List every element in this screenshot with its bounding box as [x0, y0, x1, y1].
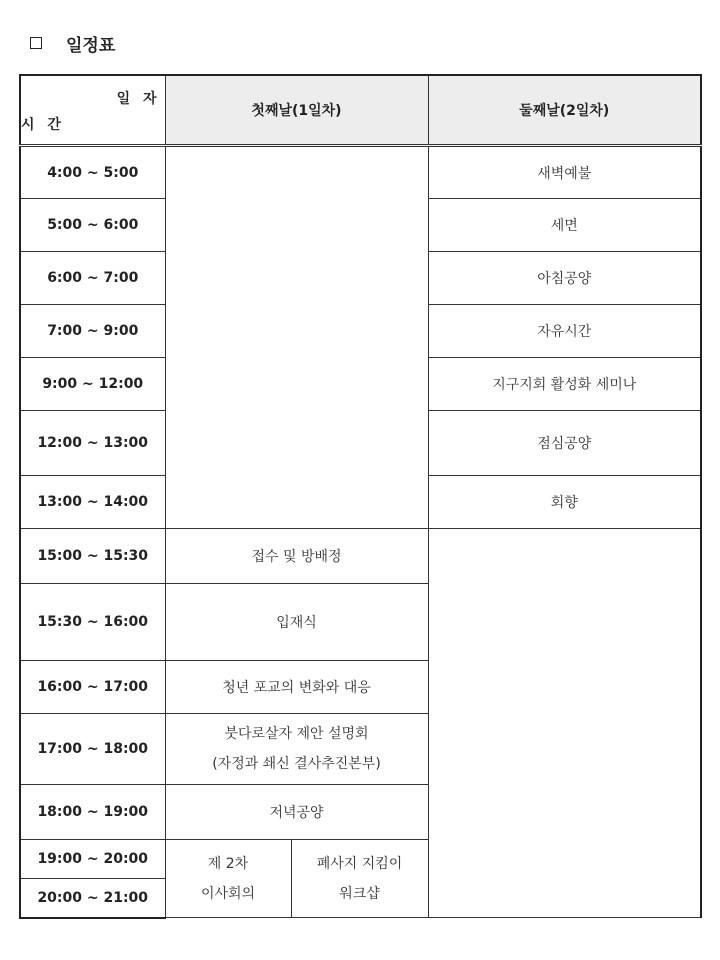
day2-activity-cell: 자유시간	[428, 305, 701, 358]
day1-activity-cell: 저녁공양	[165, 785, 428, 840]
corner-day-label: 일 자	[116, 91, 161, 107]
day1-activity-cell	[165, 714, 428, 785]
workshop-cell	[291, 840, 428, 918]
time-cell: 19:00 ~ 20:00	[20, 840, 165, 879]
time-cell: 7:00 ~ 9:00	[20, 305, 165, 358]
time-cell: 15:30 ~ 16:00	[20, 584, 165, 661]
day1-activity-cell: 접수 및 방배정	[165, 529, 428, 584]
day1-activity-cell: 입재식	[165, 584, 428, 661]
activity-line-1: 폐사지 지킴이	[316, 855, 403, 872]
activity-line-1: 붓다로살자 제안 설명회	[224, 726, 369, 742]
time-cell: 5:00 ~ 6:00	[20, 199, 165, 252]
corner-header-cell	[20, 75, 165, 146]
time-cell: 20:00 ~ 21:00	[20, 879, 165, 918]
table-header-row	[20, 75, 701, 146]
time-cell: 13:00 ~ 14:00	[20, 476, 165, 529]
day2-activity-cell: 지구지회 활성화 세미나	[428, 358, 701, 411]
board-meeting-cell	[165, 840, 291, 918]
checkbox-square-icon	[30, 37, 42, 49]
day2-empty-block	[428, 529, 701, 918]
day1-empty-block	[165, 146, 428, 529]
time-cell: 6:00 ~ 7:00	[20, 252, 165, 305]
time-cell: 9:00 ~ 12:00	[20, 358, 165, 411]
day2-header: 둘째날(2일차)	[428, 75, 701, 146]
time-cell: 15:00 ~ 15:30	[20, 529, 165, 584]
activity-line-2: 이사회의	[200, 885, 256, 902]
day2-activity-cell: 점심공양	[428, 411, 701, 476]
activity-line-1: 제 2차	[207, 855, 249, 872]
day2-activity-cell: 아침공양	[428, 252, 701, 305]
table-row	[20, 146, 701, 199]
time-cell: 16:00 ~ 17:00	[20, 661, 165, 714]
schedule-table	[19, 74, 702, 919]
time-cell: 4:00 ~ 5:00	[20, 146, 165, 199]
time-cell: 17:00 ~ 18:00	[20, 714, 165, 785]
day2-activity-cell: 새벽예불	[428, 146, 701, 199]
day1-header: 첫째날(1일차)	[165, 75, 428, 146]
corner-time-label: 시 간	[21, 117, 65, 133]
time-cell: 12:00 ~ 13:00	[20, 411, 165, 476]
time-cell: 18:00 ~ 19:00	[20, 785, 165, 840]
table-row	[20, 529, 701, 584]
page-title: 일정표	[66, 35, 116, 56]
day1-activity-cell: 청년 포교의 변화와 대응	[165, 661, 428, 714]
activity-line-2: (자정과 쇄신 결사추진본부)	[212, 756, 381, 772]
day2-activity-cell: 세면	[428, 199, 701, 252]
activity-line-2: 워크샵	[339, 885, 380, 902]
day2-activity-cell: 회향	[428, 476, 701, 529]
section-heading	[30, 32, 115, 54]
